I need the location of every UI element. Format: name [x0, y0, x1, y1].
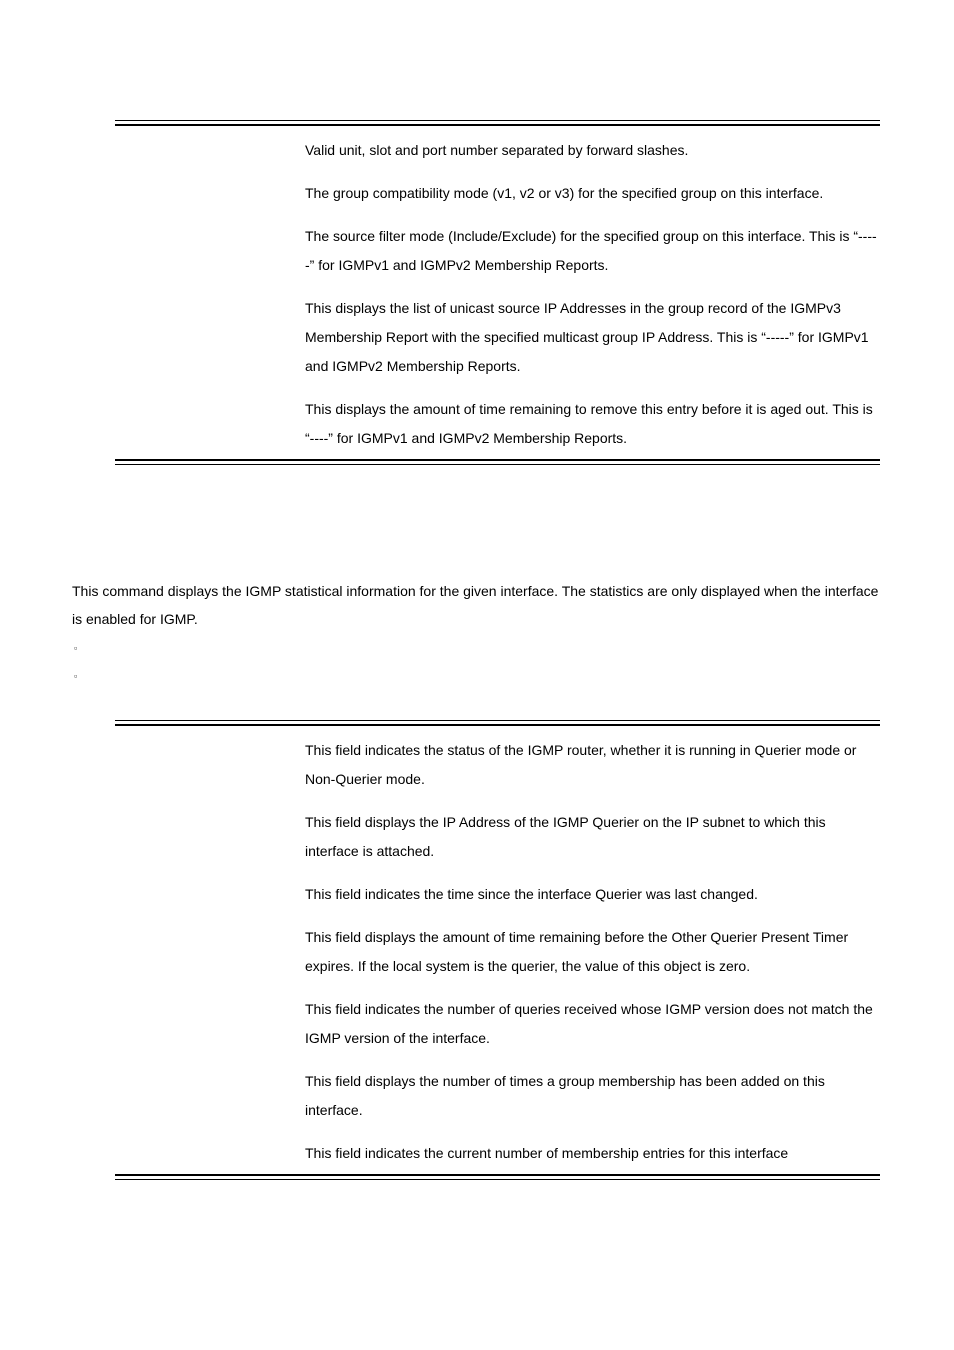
table-row	[115, 136, 880, 165]
table-row	[115, 222, 880, 280]
field-description: This field displays the number of times a group membership has been added on this interface.	[305, 1073, 825, 1118]
field-table-1	[115, 120, 880, 465]
field-description: The group compatibility mode (v1, v2 or v3) for the specified group on this interface.	[305, 185, 824, 201]
field-description: The source filter mode (Include/Exclude) for the specified group on this interface. This is “-----” for IGMPv1 and IGMPv2 Membership Reports.	[305, 228, 877, 273]
bullet-marker: ▫	[74, 643, 78, 653]
table-row	[115, 736, 880, 794]
table-row	[115, 1139, 880, 1168]
field-description: This field displays the amount of time remaining before the Other Querier Present Timer expires. If the local system is the querier, the value of this object is zero.	[305, 929, 849, 974]
table-row	[115, 179, 880, 208]
field-description: This field indicates the time since the interface Querier was last changed.	[305, 886, 758, 902]
field-description: This displays the list of unicast source IP Addresses in the group record of the IGMPv3 Membership Report with the specified multicast group IP Address. This is “-----” for IGMPv1 and IGMPv2 Membership Reports.	[305, 300, 869, 374]
field-description: This field indicates the status of the IGMP router, whether it is running in Querier mode or Non-Querier mode.	[305, 742, 857, 787]
table-row	[115, 294, 880, 381]
table-top-rule	[115, 720, 880, 726]
field-table-2	[115, 720, 880, 1180]
table-top-rule	[115, 120, 880, 126]
table-row	[115, 923, 880, 981]
field-description: This displays the amount of time remaining to remove this entry before it is aged out. This is “----” for IGMPv1 and IGMPv2 Membership Reports.	[305, 401, 873, 446]
field-description: This field indicates the number of queries received whose IGMP version does not match the IGMP version of the interface.	[305, 1001, 873, 1046]
command-description: This command displays the IGMP statistical information for the given interface. The statistics are only displayed when the interface is enabled for IGMP.	[72, 583, 879, 627]
table-bottom-rule	[115, 1174, 880, 1180]
field-description: This field indicates the current number of membership entries for this interface	[305, 1145, 789, 1161]
field-description: Valid unit, slot and port number separated by forward slashes.	[305, 142, 689, 158]
table-row	[115, 395, 880, 453]
field-description: This field displays the IP Address of the IGMP Querier on the IP subnet to which this interface is attached.	[305, 814, 826, 859]
table-row	[115, 808, 880, 866]
table-row	[115, 1067, 880, 1125]
table-bottom-rule	[115, 459, 880, 465]
bullet-marker: ▫	[74, 671, 78, 681]
table-row	[115, 880, 880, 909]
table-row	[115, 995, 880, 1053]
